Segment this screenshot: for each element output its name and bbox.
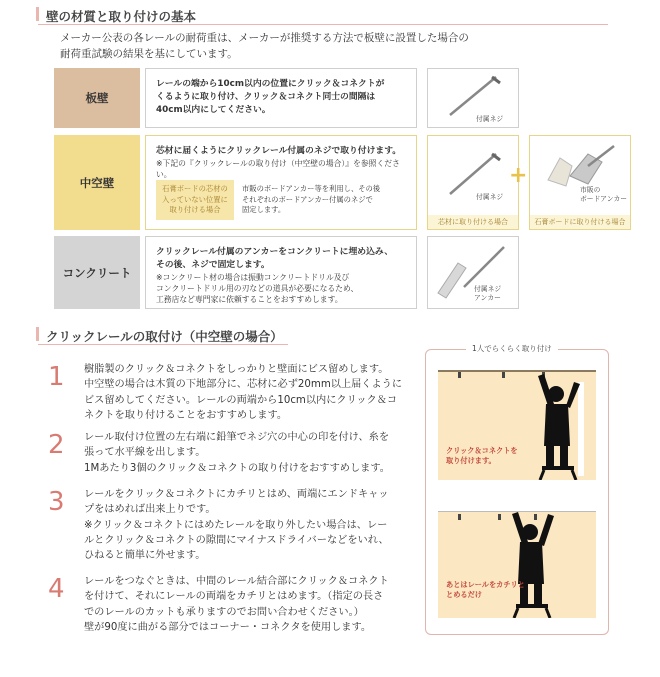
row-hollow-desc	[145, 135, 417, 230]
screw-icon	[428, 69, 520, 129]
hollow-screw-image	[427, 135, 519, 230]
step-number: 3	[48, 487, 65, 517]
hollow-anchor-bottom: 石膏ボードに取り付ける場合	[530, 215, 630, 229]
desc-line: くるように取り付け、クリック＆コネクト同士の間隔は	[156, 92, 376, 102]
step-line: 張って水平線を出します。	[84, 447, 206, 459]
note-line: クリック＆コネクトを	[446, 446, 518, 455]
step-3	[48, 487, 428, 567]
row-wood-wall	[54, 68, 614, 128]
step-2	[48, 430, 428, 480]
step-line: 樹脂製のクリック＆コネクトをしっかりと壁面にビス留めします。	[84, 364, 389, 375]
panel-title: 1人でらくらく取り付け	[466, 343, 558, 354]
step-4	[48, 574, 428, 638]
desc-line: 40cm以内にしてください。	[156, 105, 271, 115]
anchor-caption-line: ボードアンカー	[580, 195, 628, 203]
step-line: 壁が90度に曲がる部分ではコーナー・コネクタを使用します。	[84, 621, 372, 633]
step-line: ひねると簡単に外せます。	[84, 550, 206, 562]
section1-intro	[60, 30, 580, 62]
sub-desc-line: 市販のボードアンカー等を利用し、その後	[242, 184, 381, 193]
step-line: 1Mあたり3個のクリック＆コネクトの取り付けをおすすめします。	[84, 462, 390, 474]
scene-attach-connector	[438, 364, 596, 480]
plus-sign: +	[509, 163, 528, 188]
section2-accent	[36, 327, 39, 341]
row-hollow-wall	[54, 135, 634, 230]
note-line: とめるだけ	[446, 590, 482, 599]
note-line: あとはレールをカチリと	[446, 580, 525, 589]
desc-line: 芯材に届くようにクリックレール付属のネジで取り付けます。	[156, 146, 402, 156]
step-line: 中空壁の場合は木質の下地部分に、芯材に必ず20mm以上届くように	[84, 379, 403, 391]
step-line: を付けて、それにレールの両端をカチリとはめます。（指定の長さ	[84, 591, 384, 603]
step-line: ※クリック＆コネクトにはめたレールを取り外したい場合は、レー	[84, 519, 388, 531]
hollow-screw-caption: 付属ネジ	[476, 193, 504, 201]
step-text	[84, 430, 414, 476]
scene-click-rail	[438, 502, 596, 618]
section1-underline	[38, 24, 608, 25]
scene2-note	[446, 580, 525, 600]
intro-line: 耐荷重試験の結果を基にしています。	[60, 48, 238, 60]
step-line: プをはめれば出来上りです。	[84, 504, 216, 516]
section1-title: 壁の材質と取り付けの基本	[46, 9, 197, 24]
wood-screw-caption: 付属ネジ	[476, 115, 504, 123]
scene1-note	[446, 446, 518, 466]
step-line: レールをクリック＆コネクトにカチリとはめ、両端にエンドキャッ	[84, 489, 389, 500]
sub-desc-line: 固定します。	[242, 205, 286, 214]
section2-underline	[38, 344, 288, 345]
step-line: ルとクリック＆コネクトの隙間にマイナスドライバーなどをいれ、	[84, 534, 389, 546]
desc-note: コンクリートドリル用の刃などの道具が必要になるため、	[156, 284, 359, 293]
section1-accent	[36, 7, 39, 21]
caption-line: 付属ネジ	[474, 285, 502, 293]
step-text	[84, 362, 414, 423]
step-number: 4	[48, 574, 65, 604]
person-holding-rail-icon	[438, 502, 596, 618]
step-line: レール取付け位置の左右端に鉛筆でネジ穴の中心の印を付け、糸を	[84, 432, 390, 443]
row-concrete-wall	[54, 236, 614, 309]
row-wood-desc	[145, 68, 417, 128]
desc-note: ※コンクリート材の場合は振動コンクリートドリル及び	[156, 273, 350, 282]
wood-screw-image	[427, 68, 519, 128]
desc-line: クリックレール付属のアンカーをコンクリートに埋め込み、	[156, 247, 393, 257]
section2-header	[38, 325, 288, 347]
desc-note: ※下記の『クリックレールの取り付け（中空壁の場合）』を参照ください。	[156, 159, 400, 179]
step-line: でのレールのカットも承りますのでお問い合わせください。）	[84, 606, 364, 618]
board-anchor-icon	[530, 136, 632, 216]
row-concrete-desc	[145, 236, 417, 309]
step-number: 1	[48, 362, 65, 392]
section1-header	[38, 5, 608, 27]
step-line: レールをつなぐときは、中間のレール結合部にクリック＆コネクト	[84, 576, 389, 587]
anchor-caption-line: 市販の	[580, 186, 601, 194]
desc-line: レールの端から10cm以内の位置にクリック＆コネクトが	[156, 79, 385, 89]
installation-illustration-panel	[425, 344, 609, 635]
concrete-caption	[474, 285, 501, 303]
section2-title: クリックレールの取付け（中空壁の場合）	[46, 329, 283, 344]
step-line: ビス留めしてください。レールの両端から10cm以内にクリック＆コ	[84, 394, 398, 406]
desc-line: その後、ネジで固定します。	[156, 260, 270, 270]
row-concrete-label: コンクリート	[54, 236, 140, 309]
hollow-sub-label	[156, 180, 234, 220]
anchor-caption	[580, 186, 627, 204]
hollow-anchor-image	[529, 135, 631, 230]
sub-label-line: 石膏ボードの芯材の	[162, 184, 228, 193]
step-text	[84, 487, 414, 563]
row-hollow-label: 中空壁	[54, 135, 140, 230]
step-text	[84, 574, 414, 635]
step-number: 2	[48, 430, 65, 460]
step-1	[48, 362, 428, 426]
hollow-screw-bottom: 芯材に取り付ける場合	[428, 215, 518, 229]
note-line: 取り付けます。	[446, 456, 496, 465]
sub-label-line: 取り付ける場合	[169, 205, 221, 214]
intro-line: メーカー公表の各レールの耐荷重は、メーカーが推奨する方法で板壁に設置した場合の	[60, 32, 469, 44]
sub-label-line: 入っていない位置に	[162, 194, 228, 204]
step-line: ネクトを取り付けることをおすすめします。	[84, 409, 288, 421]
caption-line: アンカー	[474, 294, 501, 302]
desc-note: 工務店など専門家に依頼することをおすすめします。	[156, 295, 343, 304]
screw-icon	[428, 136, 520, 216]
hollow-sub-desc	[242, 184, 380, 216]
concrete-anchor-image	[427, 236, 519, 309]
sub-desc-line: それぞれのボードアンカー付属のネジで	[242, 194, 373, 204]
row-wood-label: 板壁	[54, 68, 140, 128]
